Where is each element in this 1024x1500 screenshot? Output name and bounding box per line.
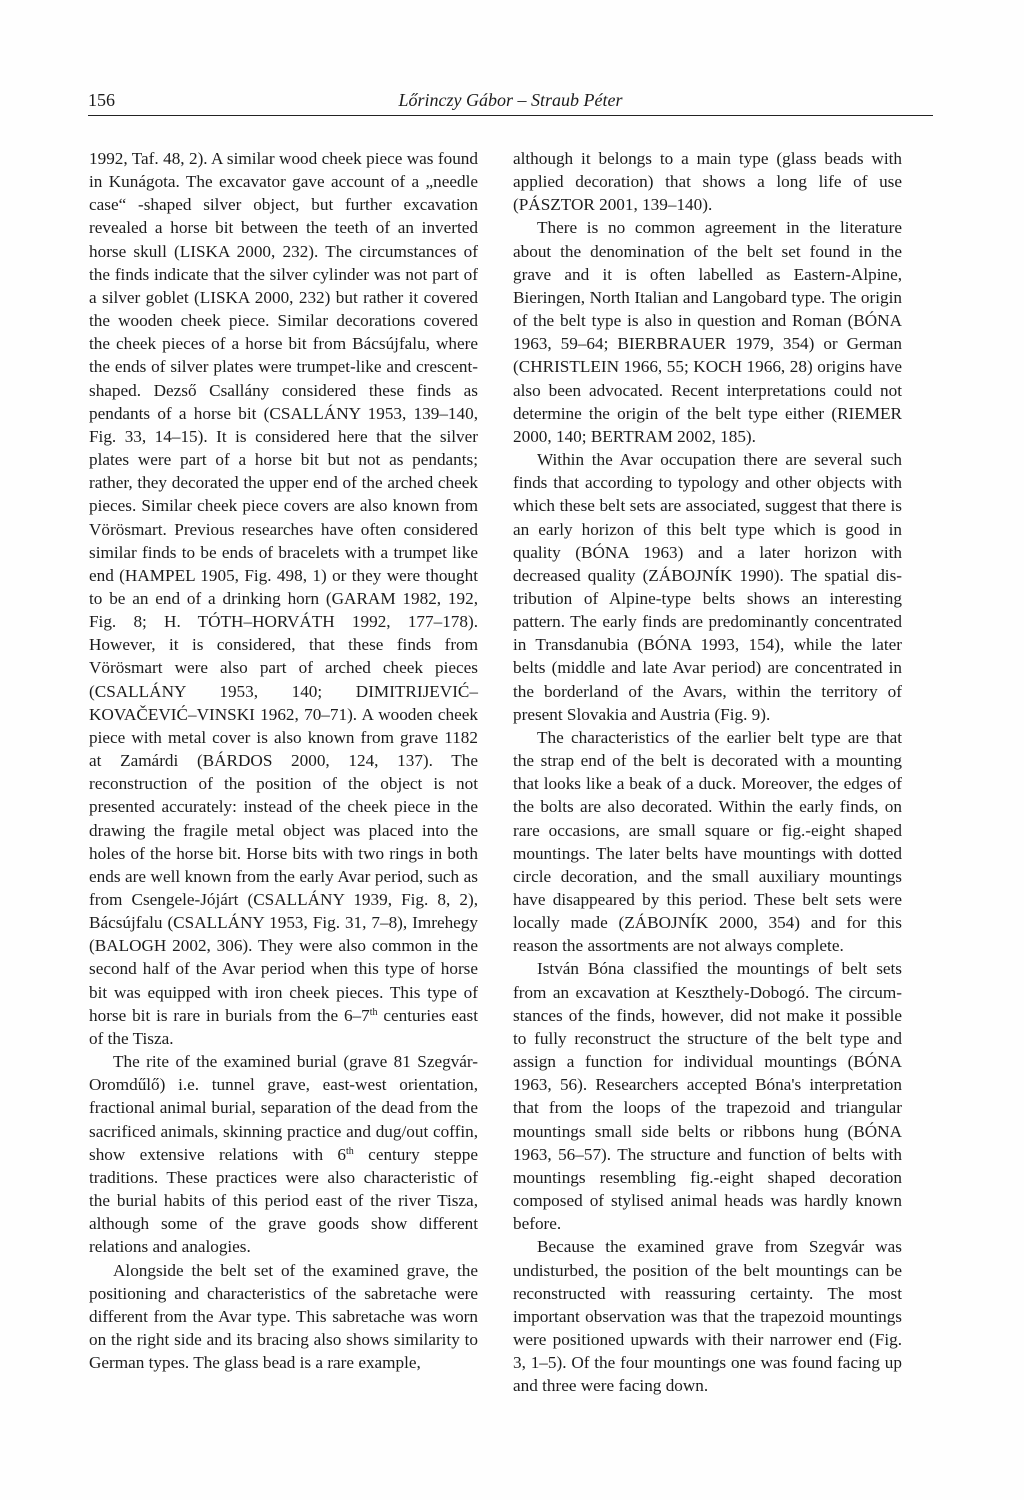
paragraph-text: The rite of the examined burial (grave 81 Szegvár-Oromdűlő) i.e. tunnel grave, east-west orientation, fractional animal burial, separation of the dead from the sacrificed animals, skinning practice and dug/out coffin, show extensive relations with 6 <box>89 1052 478 1164</box>
paragraph-text: century steppe traditions. These practices were also characteristic of the burial habits of this period east of the river Tisza, although some of the grave goods show different relations and analogies. <box>89 1144 479 1257</box>
superscript: th <box>369 1006 378 1018</box>
paragraph-text: There is no common agreement in the literature about the denomination of the belt set found in the grave and it is often labelled as Eastern-Alpine, Bieringen, North Italian and Langobard type. The origin of the belt type is also in question and Roman (BÓNA 1963, 59–64; BIERBRAUER 1979, 354) or German (CHRISTLEIN 1966, 55; KOCH 1966, 28) origins have also been advocated. Recent interpretations could not determine the origin of the belt type either (RIEMER 2000, 140; BERTRAM 2002, 185). <box>513 218 902 446</box>
paragraph <box>89 1050 478 1258</box>
header-rule <box>88 115 933 116</box>
paragraph <box>513 216 902 448</box>
paragraph <box>513 147 902 216</box>
right-column <box>513 147 902 1397</box>
paragraph <box>513 726 902 958</box>
paragraph <box>89 147 478 1050</box>
paragraph <box>89 1259 478 1375</box>
paragraph-text: 1992, Taf. 48, 2). A similar wood cheek piece was found in Kunágota. The excavator gave account of a „needle case“ -shaped silver object, but further excavation revealed a horse bit between the teeth of an inverted horse skull (LISKA 2000, 232). The circumstances of the finds indicate that the silver cylinder was not part of a silver goblet (LISKA 2000, 232) but rather it covered the wooden cheek piece. Similar decorations covered the cheek pieces of a horse bit from Bácsújfalu, where the ends of silver plates were trumpet-like and crescent-shaped. Dezső Csallány considered these finds as pendants of a horse bit (CSALLÁNY 1953, 139–140, Fig. 33, 14–15). It is considered here that the silver plates were part of a horse bit but not as pendants; rather, they decorated the upper end of the arched cheek pieces. Similar cheek piece covers are also known from Vörösmart. Previous researches have often considered similar finds to be ends of bracelets with a trumpet like end (HAMPEL 1905, Fig. 498, 1) or they were thought to be an end of a drinking horn (GARAM 1982, 192, Fig. 8; H. TÓTH–HORVÁTH 1992, 177–178). However, it is considered, that these finds from Vörösmart were also part of arched cheek pieces (CSALLÁNY 1953, 140; DIMITRIJEVIĆ–KOVAČEVIĆ–VINSKI 1962, 70–71). A wooden cheek piece with metal cover is also known from grave 1182 at Zamárdi (BÁRDOS 2000, 124, 137). The reconstruction of the position of the object is not presented accurately: instead of the cheek piece in the drawing the fragile metal object was placed into the holes of the horse bit. Horse bits with two rings in both ends are well known from the early Avar period, such as from Csengele-Jójárt (CSALLÁNY 1939, Fig. 8, 2), Bácsújfalu (CSALLÁNY 1953, Fig. 31, 7–8), Imrehegy (BALOGH 2002, 306). They were also common in the second half of the Avar period when this type of horse bit was equipped with iron cheek pieces. This type of horse bit is rare in burials from the 6–7 <box>89 149 478 1025</box>
page-number: 156 <box>88 90 115 110</box>
paragraph-text: Because the examined grave from Szegvár was undisturbed, the position of the belt mountings can be reconstructed with reassuring certainty. The most important observation was that the trapezoid mountings were positioned upwards with their narrower end (Fig. 3, 1–5). Of the four mountings one was found facing up and three were facing down. <box>513 1237 902 1396</box>
paragraph-text: Within the Avar occupation there are several such finds that according to typology and other objects with which these belt sets are associated, suggest that there is an early horizon of this belt type which is good in quality (BÓNA 1963) and a later horizon with decreased quality (ZÁBOJNÍK 1990). The spatial distribution of Alpine-type belts shows an interesting pattern. The early finds are predominantly concentrated in Transdanubia (BÓNA 1993, 154), while the later belts (middle and late Avar period) are concentrated in the borderland of the Avars, within the territory of present Slovakia and Austria (Fig. 9). <box>513 450 902 724</box>
paragraph <box>513 448 902 726</box>
paragraph-text: Alongside the belt set of the examined grave, the positioning and characteristics of the sabretache were different from the Avar type. This sabretache was worn on the right side and its bracing also shows similarity to German types. The glass bead is a rare example, <box>89 1260 478 1373</box>
running-head-authors: Lőrinczy Gábor – Straub Péter <box>398 90 623 110</box>
paragraph-text: although it belongs to a main type (glass beads with applied decoration) that shows a long life of use (PÁSZTOR 2001, 139–140). <box>513 149 902 215</box>
paragraph <box>513 957 902 1235</box>
left-column <box>89 147 478 1374</box>
paragraph-text: The characteristics of the earlier belt type are that the strap end of the belt is decorated with a mounting that looks like a beak of a duck. Moreover, the edges of the bolts are also decorated. Within the early finds, on rare occasions, are small square or fig.-eight shaped mountings. The later belts have mountings with dotted circle decoration, and the small auxiliary mountings have disappeared by this period. These belt sets were locally made (ZÁBOJNÍK 2000, 354) and for this reason the assortments are not always complete. <box>513 727 902 956</box>
paragraph-text: centuries east of the Tisza. <box>89 1005 478 1048</box>
running-head <box>88 90 933 118</box>
superscript: th <box>346 1145 354 1157</box>
paragraph <box>513 1235 902 1397</box>
paragraph-text: István Bóna classified the mountings of belt sets from an excavation at Keszthely-Dobogó. The circumstances of the finds, however, did not make it possible to fully reconstruct the structure of the belt type and assign a function for individual mountings (BÓNA 1963, 56). Researchers accepted Bóna's interpretation that from the loops of the trapezoid and triangular mountings small side belts or ribbons hung (BÓNA 1963, 56–57). The structure and function of belts with mountings resembling fig.-eight shaped decoration composed of stylised animal heads was hardly known before. <box>513 959 902 1234</box>
